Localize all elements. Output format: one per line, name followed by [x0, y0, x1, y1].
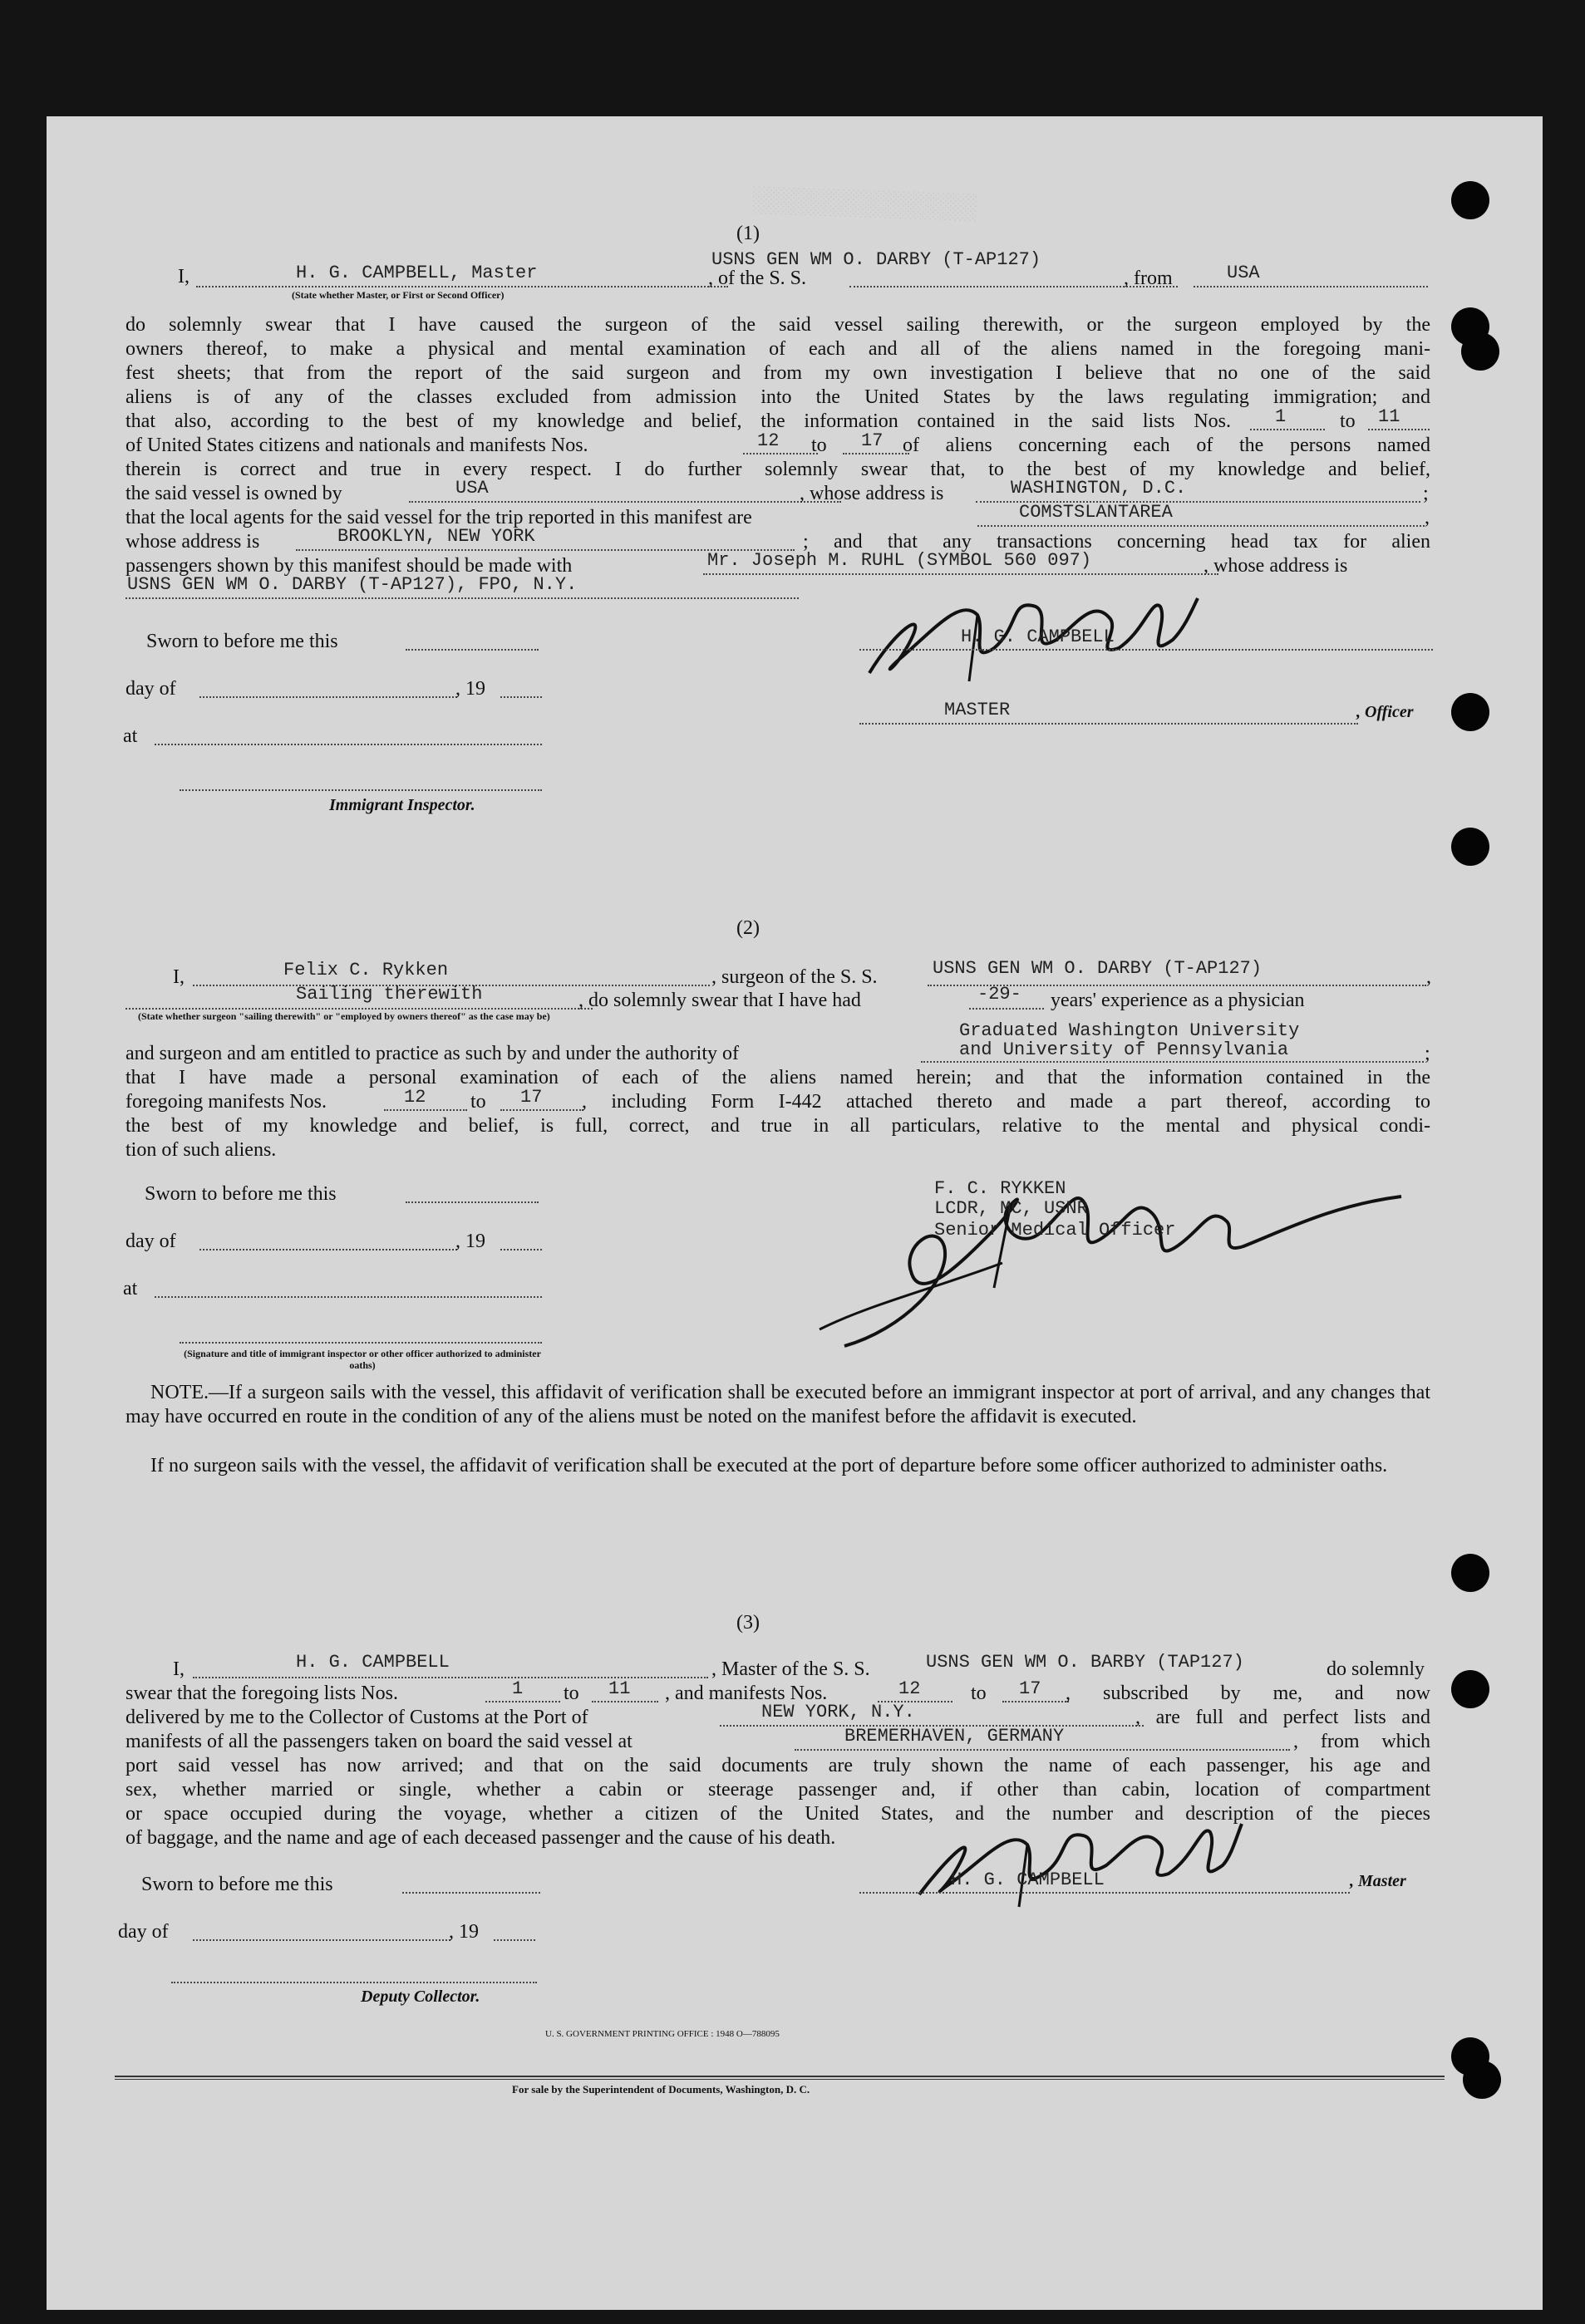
punch-hole-9 — [1463, 2061, 1501, 2099]
at-label-1: at — [123, 725, 138, 747]
years[interactable]: -29- — [977, 984, 1021, 1005]
bleed-through-text: ░░░░░░░░░░░░░░░ — [752, 187, 978, 224]
affidavit3-line4b: , from which — [1293, 1731, 1430, 1752]
to-1a: to — [1340, 410, 1356, 432]
master-name-1[interactable]: H. G. CAMPBELL, Master — [296, 263, 538, 283]
year-label-2: , 19 — [455, 1231, 485, 1252]
punch-hole-7 — [1451, 1670, 1489, 1708]
collector-line — [171, 1982, 537, 1983]
head-tax-address[interactable]: USNS GEN WM O. DARBY (T-AP127), FPO, N.Y. — [127, 574, 578, 595]
authority-semicolon: ; — [1425, 1043, 1430, 1064]
manifests-from-line-1 — [743, 453, 818, 454]
affidavit3-line6: sex, whether married or single, whether a cabin or steerage passenger and, if other than cabin, location of compartment — [126, 1779, 1430, 1801]
sale-notice: For sale by the Superintendent of Documents, Washington, D. C. — [512, 2083, 810, 2096]
manifests-from-2[interactable]: 12 — [404, 1087, 426, 1108]
master-caption-1: (State whether Master, or First or Second Officer) — [292, 289, 505, 301]
affidavit3-line7: or space occupied during the voyage, whether a citizen of the United States, and the number and description of the pieces — [126, 1803, 1430, 1825]
vessel-comma-2: , — [1426, 966, 1431, 988]
owner-address[interactable]: WASHINGTON, D.C. — [1011, 478, 1187, 499]
years-label: years' experience as a physician — [1051, 990, 1305, 1011]
lists-to-3[interactable]: 11 — [608, 1678, 631, 1699]
manifests-to-line-3 — [1002, 1701, 1069, 1702]
affidavit1-line2: owners thereof, to make a physical and mental examination of each and all of the aliens named in the foregoing mani- — [126, 338, 1430, 360]
master-signature-3 — [886, 1811, 1243, 1911]
to-1b: to — [811, 435, 827, 456]
affidavit3-line2b: , and manifests Nos. — [665, 1683, 828, 1704]
day-of-line-3 — [193, 1939, 450, 1941]
footer-rule-2 — [115, 2079, 1445, 2080]
manifests-to-line-1 — [843, 453, 909, 454]
to-2: to — [470, 1091, 486, 1113]
owned-by-label: the said vessel is owned by — [126, 483, 342, 504]
officer-line-1 — [859, 723, 1358, 725]
at-line-2 — [155, 1296, 542, 1298]
master-sign-line-3 — [859, 1892, 1350, 1894]
affidavit2-line4b: , including Form I-442 attached thereto and made a part thereof, according to — [582, 1091, 1430, 1113]
manifests-from-line-2 — [384, 1109, 467, 1111]
agents-comma: , — [1425, 507, 1430, 528]
affidavit1-line1: do solemnly swear that I have caused the surgeon of the said vessel sailing therewith, or the surgeon employed by the — [126, 314, 1430, 336]
punch-hole-4 — [1451, 693, 1489, 731]
authority-label: and surgeon and am entitled to practice as such by and under the authority of — [126, 1043, 739, 1064]
sworn-label-2: Sworn to before me this — [145, 1183, 337, 1205]
owner-line — [409, 501, 841, 503]
owner-semicolon: ; — [1423, 483, 1429, 504]
sailing-status[interactable]: Sailing therewith — [296, 984, 483, 1005]
agents-address[interactable]: BROOKLYN, NEW YORK — [337, 526, 535, 547]
collector-caption: Deputy Collector. — [361, 1987, 480, 2006]
head-tax-person-line — [703, 573, 1218, 575]
affidavit1-line5: that also, according to the best of my knowledge and belief, the information contained in the said lists Nos. — [126, 410, 1231, 432]
signer-typed-1: H. G. CAMPBELL — [961, 626, 1115, 647]
departure-port[interactable]: BREMERHAVEN, GERMANY — [844, 1726, 1065, 1747]
owner-address-label: , whose address is — [800, 483, 944, 504]
lists-from-3[interactable]: 1 — [512, 1678, 524, 1699]
day-of-label-2: day of — [126, 1231, 176, 1252]
from-label-1: , from — [1124, 268, 1173, 289]
to-3a: to — [564, 1683, 579, 1704]
signer-typed-3: H. G. CAMPBELL — [951, 1870, 1105, 1890]
affidavit3-line8: of baggage, and the name and age of each deceased passenger and the cause of his death. — [126, 1827, 836, 1849]
vessel-2[interactable]: USNS GEN WM O. DARBY (T-AP127) — [933, 958, 1263, 979]
punch-hole-6 — [1451, 1554, 1489, 1592]
officer-title-1: MASTER — [944, 700, 1011, 720]
master-name-line — [196, 286, 728, 287]
inspector-line-2 — [180, 1342, 542, 1344]
year-line-3 — [494, 1939, 535, 1941]
master-name-line-3 — [193, 1677, 708, 1678]
manifests-to-3[interactable]: 17 — [1019, 1678, 1041, 1699]
lists-from-line-1 — [1250, 429, 1325, 430]
affidavit3-line5: port said vessel has now arrived; and that on the said documents are truly shown the name of each passenger, his age and — [126, 1755, 1430, 1776]
day-of-label-1: day of — [126, 678, 176, 700]
owner[interactable]: USA — [455, 478, 489, 499]
from-value-1[interactable]: USA — [1227, 263, 1260, 283]
years-line — [969, 1008, 1044, 1010]
surgeon-name[interactable]: Felix C. Rykken — [283, 960, 449, 980]
surgeon-rank: LCDR, MC, USNR — [934, 1198, 1088, 1219]
year-line-2 — [500, 1249, 542, 1250]
affidavit3-line3a: delivered by me to the Collector of Customs at the Port of — [126, 1707, 588, 1728]
lists-to-line-1 — [1368, 429, 1430, 430]
affidavit3-line2c: , subscribed by me, and now — [1066, 1683, 1430, 1704]
section-number-1: (1) — [736, 223, 760, 244]
affidavit2-line5: the best of my knowledge and belief, is full, correct, and true in all particulars, relative to the mental and physical condi- — [126, 1115, 1430, 1137]
sworn-label-1: Sworn to before me this — [146, 631, 338, 652]
head-tax-address-line — [126, 597, 799, 599]
departure-port-line — [795, 1749, 1290, 1751]
agents[interactable]: COMSTSLANTAREA — [1019, 502, 1173, 523]
manifests-to-1[interactable]: 17 — [861, 430, 884, 451]
authority-line — [921, 1061, 1424, 1063]
signer-line-1 — [859, 649, 1433, 651]
head-tax-person[interactable]: Mr. Joseph M. RUHL (SYMBOL 560 097) — [707, 550, 1092, 571]
manifests-to-2[interactable]: 17 — [520, 1087, 543, 1108]
note-paragraph-2: If no surgeon sails with the vessel, the affidavit of verification shall be executed at the port of departure before some officer authorized to administer oaths. — [150, 1455, 1388, 1476]
manifests-from-1[interactable]: 12 — [757, 430, 780, 451]
document-page — [47, 116, 1543, 2310]
officer-label-1: , Officer — [1356, 703, 1414, 721]
master-name-3[interactable]: H. G. CAMPBELL — [296, 1652, 450, 1673]
affidavit2-line4a: foregoing manifests Nos. — [126, 1091, 327, 1113]
day-of-label-3: day of — [118, 1921, 169, 1943]
port[interactable]: NEW YORK, N.Y. — [761, 1702, 915, 1722]
affidavit1-line4: aliens is of any of the classes excluded from admission into the United States by the laws regulating immigration; and — [126, 386, 1430, 408]
surgeon-signature — [803, 1138, 1451, 1371]
agents-line — [977, 525, 1425, 527]
inspector-caption-2: (Signature and title of immigrant inspector or other officer authorized to administer oaths) — [184, 1348, 541, 1371]
affidavit2-line3: that I have made a personal examination of each of the aliens named herein; and that the information contained in the — [126, 1067, 1430, 1088]
authority[interactable]: and University of Pennsylvania — [959, 1039, 1289, 1060]
master-label-3: , Master — [1350, 1872, 1406, 1890]
surgeon-of-label: , surgeon of the S. S. — [711, 966, 878, 988]
sworn-line-2 — [406, 1201, 539, 1203]
signer-typed-2: F. C. RYKKEN — [934, 1178, 1066, 1199]
affiant-i-2: I, — [173, 966, 185, 988]
punch-hole-3 — [1461, 332, 1499, 371]
inspector-caption-1: Immigrant Inspector. — [329, 796, 475, 814]
surgeon-caption: (State whether surgeon "sailing therewith" or "employed by owners thereof" as the case may be) — [138, 1010, 550, 1022]
affidavit3-line4a: manifests of all the passengers taken on board the said vessel at — [126, 1731, 633, 1752]
head-tax-label: ; and that any transactions concerning head tax for alien — [803, 531, 1430, 553]
agents-label: that the local agents for the said vessel for the trip reported in this manifest are — [126, 507, 752, 528]
to-3b: to — [971, 1683, 987, 1704]
footer-rule-1 — [115, 2076, 1445, 2077]
gpo-imprint: U. S. GOVERNMENT PRINTING OFFICE : 1948 O—788095 — [545, 2029, 780, 2039]
do-solemnly: do solemnly — [1327, 1658, 1425, 1680]
vessel-3[interactable]: USNS GEN WM O. BARBY (TAP127) — [926, 1652, 1244, 1673]
affidavit1-line3: fest sheets; that from the report of the said surgeon and from my own investigation I believe that no one of the said — [126, 362, 1430, 384]
section-number-2: (2) — [736, 917, 760, 939]
sworn-line-3 — [402, 1892, 540, 1894]
at-label-2: at — [123, 1278, 138, 1300]
vessel-1[interactable]: USNS GEN WM O. DARBY (T-AP127) — [711, 249, 1041, 270]
at-line-1 — [155, 744, 542, 745]
lists-from-line-3 — [485, 1701, 560, 1702]
master-of-label: , Master of the S. S. — [711, 1658, 870, 1680]
affidavit1-line6a: of United States citizens and nationals and manifests Nos. — [126, 435, 588, 456]
sworn-label-3: Sworn to before me this — [141, 1874, 333, 1895]
affidavit2-line6: tion of such aliens. — [126, 1139, 277, 1161]
manifests-to-line-2 — [500, 1109, 583, 1111]
sworn-line-1 — [406, 649, 539, 651]
lists-from-1[interactable]: 1 — [1275, 406, 1287, 427]
year-label-1: , 19 — [455, 678, 485, 700]
lists-to-1[interactable]: 11 — [1378, 406, 1400, 427]
sailing-line — [126, 1008, 593, 1010]
of-ss-label-1: , of the S. S. — [708, 268, 807, 289]
affidavit3-line3b: , are full and perfect lists and — [1135, 1707, 1430, 1728]
passengers-label: passengers shown by this manifest should be made with — [126, 555, 573, 577]
day-of-line-2 — [199, 1249, 457, 1250]
lists-to-line-3 — [592, 1701, 658, 1702]
punch-hole-5 — [1451, 828, 1489, 866]
agents-address-label: whose address is — [126, 531, 260, 553]
authority-top[interactable]: Graduated Washington University — [959, 1020, 1300, 1041]
affidavit1-line7: therein is correct and true in every respect. I do further solemnly swear that, to the best of my knowledge and belief, — [126, 459, 1430, 480]
surgeon-role: Senior Medical Officer — [934, 1220, 1176, 1241]
affiant-i-3: I, — [173, 1658, 185, 1680]
swear-had-label: , do solemnly swear that I have had — [578, 990, 861, 1011]
inspector-line-1 — [180, 789, 542, 791]
note-paragraph-1: NOTE.—If a surgeon sails with the vessel, this affidavit of verification shall be executed before an immigrant inspector at port of arrival, and any changes that may have occurred en route in the condition of any of the aliens must be noted on the manifest before the affidavit is executed. — [126, 1382, 1430, 1427]
section-number-3: (3) — [736, 1612, 760, 1634]
manifests-from-3[interactable]: 12 — [898, 1678, 921, 1699]
whose-address-label: , whose address is — [1204, 555, 1348, 577]
from-line-1 — [1194, 286, 1428, 287]
year-label-3: , 19 — [449, 1921, 479, 1943]
affiant-i-1: I, — [178, 266, 190, 287]
affidavit1-line6b: of aliens concerning each of the persons named — [903, 435, 1430, 456]
day-of-line-1 — [199, 696, 457, 698]
punch-hole-1 — [1451, 181, 1489, 219]
affidavit3-line2a: swear that the foregoing lists Nos. — [126, 1683, 398, 1704]
year-line-1 — [500, 696, 542, 698]
